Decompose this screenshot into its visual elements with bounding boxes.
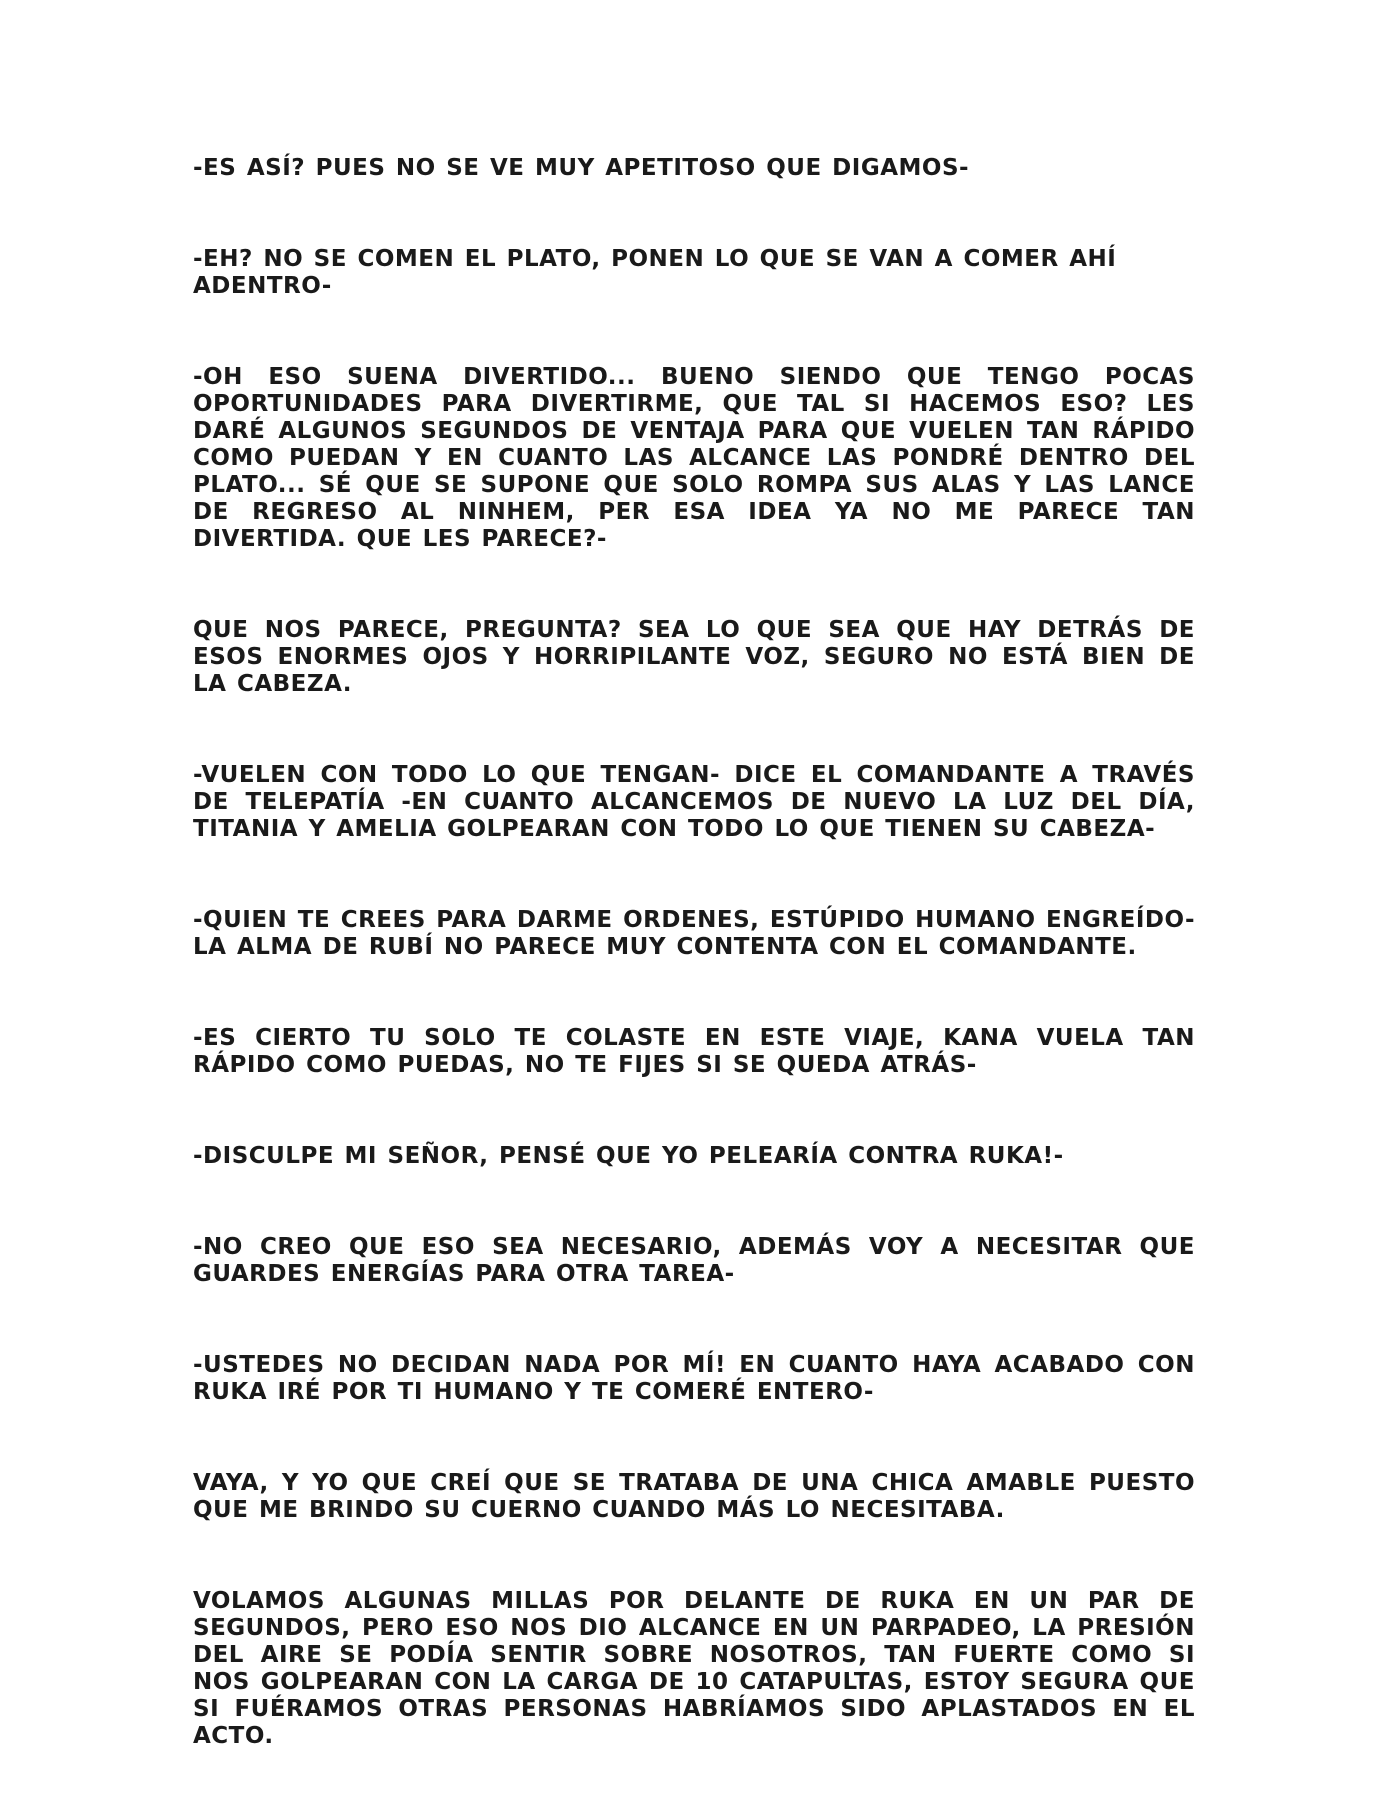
paragraph-10: -USTEDES NO DECIDAN NADA POR MÍ! EN CUANTO HAYA ACABADO CON RUKA IRÉ POR TI HUMANO Y TE COMERÉ ENTERO- [193, 1352, 1195, 1405]
paragraph-5: -VUELEN CON TODO LO QUE TENGAN- DICE EL COMANDANTE A TRAVÉS DE TELEPATÍA -EN CUANTO ALCANCEMOS DE NUEVO LA LUZ DEL DÍA, TITANIA Y AMELIA GOLPEARAN CON TODO LO QUE TIENEN SU CABEZA- [193, 762, 1195, 842]
paragraph-12: VOLAMOS ALGUNAS MILLAS POR DELANTE DE RUKA EN UN PAR DE SEGUNDOS, PERO ESO NOS DIO ALCANCE EN UN PARPADEO, LA PRESIÓN DEL AIRE SE PODÍA SENTIR SOBRE NOSOTROS, TAN FUERTE COMO SI NOS GOLPEARAN CON LA CARGA DE 10 CATAPULTAS, ESTOY SEGURA QUE SI FUÉRAMOS OTRAS PERSONAS HABRÍAMOS SIDO APLASTADOS EN EL ACTO. [193, 1588, 1195, 1749]
paragraph-4: QUE NOS PARECE, PREGUNTA? SEA LO QUE SEA QUE HAY DETRÁS DE ESOS ENORMES OJOS Y HORRIPILANTE VOZ, SEGURO NO ESTÁ BIEN DE LA CABEZA. [193, 617, 1195, 697]
paragraph-3: -OH ESO SUENA DIVERTIDO... BUENO SIENDO QUE TENGO POCAS OPORTUNIDADES PARA DIVERTIRME, QUE TAL SI HACEMOS ESO? LES DARÉ ALGUNOS SEGUNDOS DE VENTAJA PARA QUE VUELEN TAN RÁPIDO COMO PUEDAN Y EN CUANTO LAS ALCANCE LAS PONDRÉ DENTRO DEL PLATO... SÉ QUE SE SUPONE QUE SOLO ROMPA SUS ALAS Y LAS LANCE DE REGRESO AL NINHEM, PER ESA IDEA YA NO ME PARECE TAN DIVERTIDA. QUE LES PARECE?- [193, 364, 1195, 552]
paragraph-2: -EH? NO SE COMEN EL PLATO, PONEN LO QUE SE VAN A COMER AHÍ ADENTRO- [193, 246, 1117, 299]
paragraph-7: -ES CIERTO TU SOLO TE COLASTE EN ESTE VIAJE, KANA VUELA TAN RÁPIDO COMO PUEDAS, NO TE FIJES SI SE QUEDA ATRÁS- [193, 1025, 1195, 1078]
paragraph-9: -NO CREO QUE ESO SEA NECESARIO, ADEMÁS VOY A NECESITAR QUE GUARDES ENERGÍAS PARA OTRA TAREA- [193, 1234, 1195, 1287]
paragraph-6: -QUIEN TE CREES PARA DARME ORDENES, ESTÚPIDO HUMANO ENGREÍDO- LA ALMA DE RUBÍ NO PARECE MUY CONTENTA CON EL COMANDANTE. [193, 907, 1195, 960]
paragraph-11: VAYA, Y YO QUE CREÍ QUE SE TRATABA DE UNA CHICA AMABLE PUESTO QUE ME BRINDO SU CUERNO CUANDO MÁS LO NECESITABA. [193, 1470, 1195, 1523]
paragraph-8: -DISCULPE MI SEÑOR, PENSÉ QUE YO PELEARÍA CONTRA RUKA!- [193, 1143, 1064, 1169]
paragraph-1: -ES ASÍ? PUES NO SE VE MUY APETITOSO QUE DIGAMOS- [193, 155, 970, 181]
